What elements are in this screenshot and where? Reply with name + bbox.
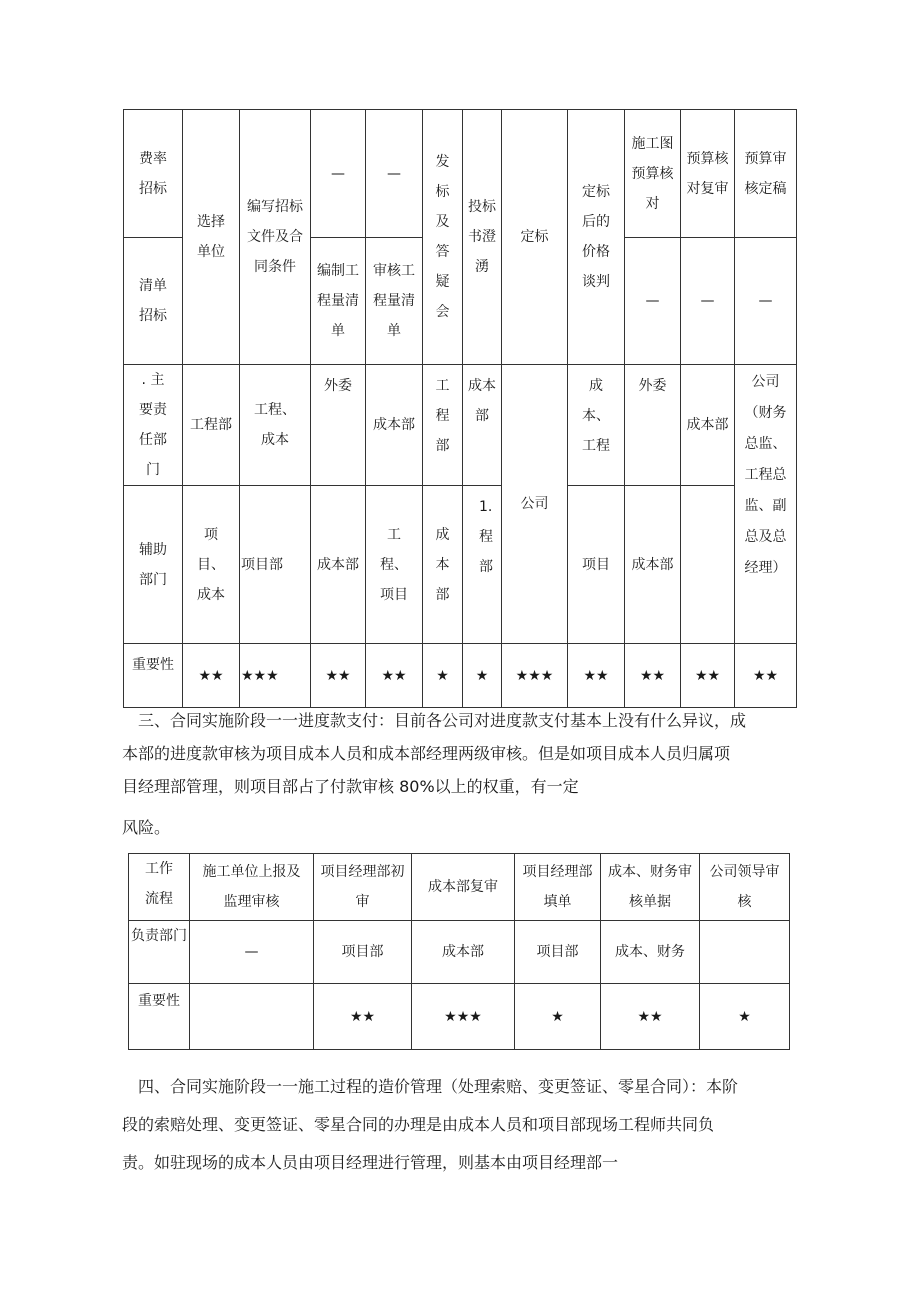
main-dept-cell-company: 公司: [502, 365, 568, 644]
paragraph-construction-cost: [122, 1068, 818, 1182]
para-line: 本部的进度款审核为项目成本人员和成本部经理两级审核。但是如项目成本人员归属项: [122, 744, 731, 763]
header-release-tender: 发标及答疑会: [423, 110, 463, 365]
row-label-responsible: 负责部门: [129, 921, 190, 984]
assist-dept-cell: 项目、成本: [183, 486, 240, 644]
importance-stars: ★: [515, 984, 601, 1050]
importance-stars: ★★: [311, 644, 366, 708]
row-label-importance: 重要性: [129, 984, 190, 1050]
main-dept-cell: 成本部: [681, 365, 735, 486]
header-list-tender: 清单招标: [124, 238, 183, 365]
row-label-importance: 重要性: [124, 644, 183, 708]
workflow-step: 成本、财务审核单据: [601, 854, 700, 921]
para-line: 目经理部管理，则项目部占了付款审核 80%以上的权重，有一定: [122, 777, 579, 796]
header-budget-recheck: 预算核对复审: [681, 110, 735, 238]
header-award: 定标: [502, 110, 568, 365]
responsible-cell: 项目部: [314, 921, 412, 984]
row-label-assist-dept: 辅助部门: [124, 486, 183, 644]
dash-cell: —: [735, 238, 797, 365]
dash-cell: —: [311, 110, 366, 238]
responsible-cell: 成本部: [412, 921, 515, 984]
importance-stars: ★: [423, 644, 463, 708]
main-dept-cell: 外委: [625, 365, 681, 486]
responsible-cell: [700, 921, 790, 984]
main-dept-cell: 工程部: [183, 365, 240, 486]
importance-stars: ★★: [568, 644, 625, 708]
responsible-cell: 项目部: [515, 921, 601, 984]
assist-dept-cell: 1. 程部: [463, 486, 502, 644]
header-make-quantity-list: 编制工程量清单: [311, 238, 366, 365]
assist-dept-cell: 成本部: [625, 486, 681, 644]
paragraph-progress-payment: [122, 704, 818, 844]
importance-stars: [190, 984, 314, 1050]
para-line: 四、合同实施阶段一一施工过程的造价管理（处理索赔、变更签证、零星合同）：本阶: [138, 1077, 739, 1096]
dash-cell: —: [366, 110, 423, 238]
cost-workflow-table: [123, 109, 797, 708]
importance-stars: ★★: [314, 984, 412, 1050]
workflow-step: 项目经理部初审: [314, 854, 412, 921]
workflow-step: 施工单位上报及监理审核: [190, 854, 314, 921]
workflow-step: 成本部复审: [412, 854, 515, 921]
assist-dept-cell: 项目: [568, 486, 625, 644]
para-line: 段的索赔处理、变更签证、零星合同的办理是由成本人员和项目部现场工程师共同负: [122, 1115, 715, 1134]
main-dept-cell: 成本、工程: [568, 365, 625, 486]
header-budget-final: 预算审核定稿: [735, 110, 797, 238]
header-bid-clarify: 投标书澄湧: [463, 110, 502, 365]
dash-cell: —: [681, 238, 735, 365]
main-dept-cell-company-leaders: 公司（财务总监、工程总监、副总及总经理）: [735, 365, 797, 644]
para-line: 三、合同实施阶段一一进度款支付：目前各公司对进度款支付基本上没有什么异议，成: [138, 711, 747, 730]
responsible-cell: 成本、财务: [601, 921, 700, 984]
para-line: 风险。: [122, 818, 171, 837]
header-post-award-negotiation: 定标后的价格谈判: [568, 110, 625, 365]
assist-dept-cell: 项目部: [240, 486, 311, 644]
header-rate-tender: 费率招标: [124, 110, 183, 238]
assist-dept-cell-empty: [681, 486, 735, 644]
row-label-main-dept: . 主要责任部门: [124, 365, 183, 486]
importance-stars: ★: [700, 984, 790, 1050]
importance-stars: ★★★: [412, 984, 515, 1050]
assist-dept-cell: 工程、项目: [366, 486, 423, 644]
workflow-step: 项目经理部填单: [515, 854, 601, 921]
progress-payment-workflow-table: [128, 853, 790, 1050]
workflow-step: 公司领导审核: [700, 854, 790, 921]
header-write-tender-docs: 编写招标文件及合同条件: [240, 110, 311, 365]
main-dept-cell: 外委: [311, 365, 366, 486]
header-review-quantity-list: 审核工程量清单: [366, 238, 423, 365]
header-select-unit: 选择单位: [183, 110, 240, 365]
responsible-cell: —: [190, 921, 314, 984]
assist-dept-cell: 成本部: [423, 486, 463, 644]
importance-stars: ★★: [183, 644, 240, 708]
main-dept-cell: 工程、成本: [240, 365, 311, 486]
header-drawing-budget-check: 施工图预算核对: [625, 110, 681, 238]
importance-stars: ★★: [366, 644, 423, 708]
importance-stars: ★★: [625, 644, 681, 708]
dash-cell: —: [625, 238, 681, 365]
main-dept-cell: 工程部: [423, 365, 463, 486]
main-dept-cell: 成本部: [366, 365, 423, 486]
importance-stars: ★★: [735, 644, 797, 708]
importance-stars: ★★: [601, 984, 700, 1050]
row-label-workflow: 工作流程: [129, 854, 190, 921]
assist-dept-cell: 成本部: [311, 486, 366, 644]
importance-stars: ★★★: [502, 644, 568, 708]
para-line: 责。如驻现场的成本人员由项目经理进行管理，则基本由项目经理部一: [122, 1153, 619, 1172]
importance-stars: ★: [463, 644, 502, 708]
importance-stars: ★★: [681, 644, 735, 708]
importance-stars: ★★★: [240, 644, 311, 708]
main-dept-cell: 成本部: [463, 365, 502, 486]
